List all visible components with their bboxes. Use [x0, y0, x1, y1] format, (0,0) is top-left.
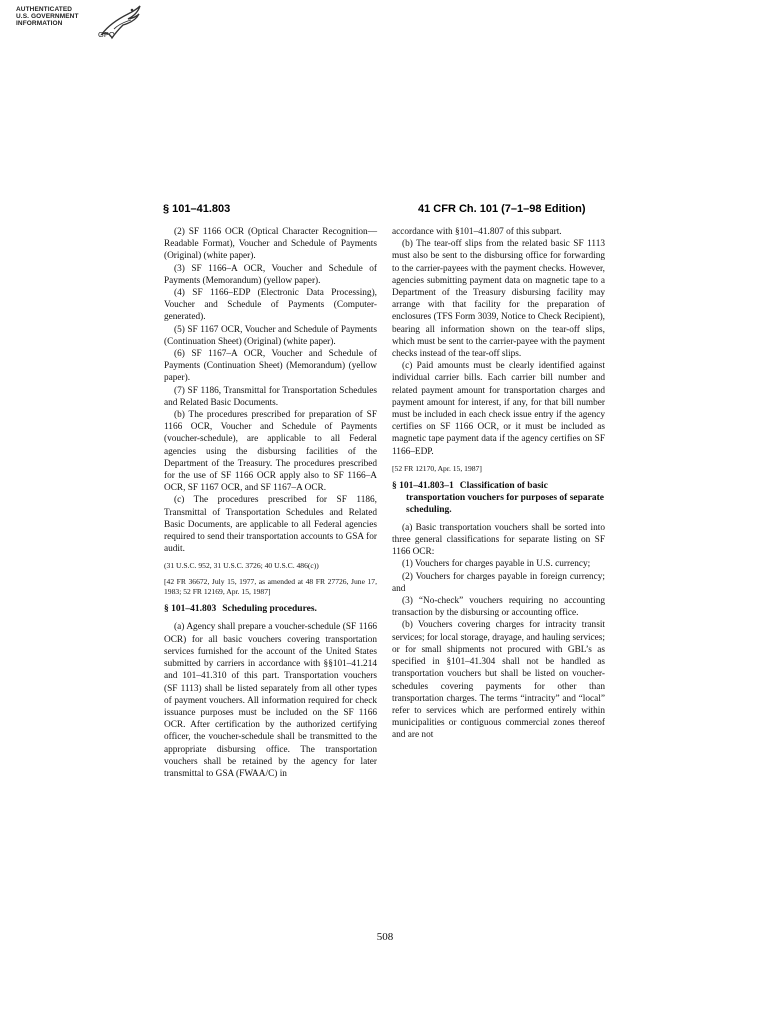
paragraph: (7) SF 1186, Transmittal for Transportation Schedules and Related Basic Documents.	[164, 385, 377, 408]
paragraph: (3) “No-check” vouchers requiring no accounting transaction by the disbursing or accounting office.	[392, 596, 605, 619]
logo-line-authenticated: AUTHENTICATED	[16, 6, 73, 13]
source-citation: [52 FR 12170, Apr. 15, 1987]	[392, 463, 482, 473]
gpo-authentication-logo	[14, 4, 144, 50]
paragraph: (1) Vouchers for charges payable in U.S. currency;	[402, 559, 591, 570]
paragraph: (2) Vouchers for charges payable in foreign currency; and	[392, 571, 605, 594]
source-citation: [42 FR 36672, July 15, 1977, as amended at 48 FR 27726, June 17, 1983; 52 FR 12169, Apr. 15, 1987]	[164, 577, 377, 597]
section-number: § 101–41.803–1	[392, 480, 454, 491]
left-column	[164, 226, 377, 780]
paragraph: accordance with §101–41.807 of this subpart.	[392, 227, 562, 237]
paragraph: (b) The procedures prescribed for preparation of SF 1166 OCR, Voucher and Schedule of Payments (voucher-schedule), are applicable to all Federal agencies using the disbursing facilities of the Department of the Treasury. The procedures prescribed for the use of SF 1166 OCR apply also to SF 1166–A OCR, SF 1167 OCR, and SF 1167–A OCR.	[164, 410, 377, 494]
section-heading	[392, 480, 605, 516]
paragraph: (c) Paid amounts must be clearly identified against individual carrier bills. Each carrier bill number and related payment amount for transportation charges and payment amount for interest, if any, for that bill number must be included in each check issue entry if the agency certifies on SF 1166 OCR, or it must be included as magnetic tape payment data if the agency certifies on SF 1166–EDP.	[392, 361, 605, 457]
paragraph: (a) Agency shall prepare a voucher-schedule (SF 1166 OCR) for all basic vouchers covering transportation services furnished for the account of the United States submitted by carriers in accordance with §§101–41.214 and 101–41.310 of this part. Transportation vouchers (SF 1113) shall be listed separately from all other types of payment vouchers. All information required for check issuance purposes must be included on the SF 1166 OCR. After certification by the authorized certifying officer, the voucher-schedule shall be transmitted to the appropriate disbursing office. The transportation vouchers shall be retained by the agency for later transmittal to GSA (FWAA/C) in	[164, 622, 377, 779]
paragraph: (b) The tear-off slips from the related basic SF 1113 must also be sent to the disbursing office for forwarding to the carrier-payees with the payment checks. However, agencies submitting payment data on magnetic tape to a Department of the Treasury disbursing facility may arrange with that facility for the preparation of enclosures (TFS Form 3039, Notice to Check Recipient), bearing all information shown on the tear-off slips, which must be sent to the carrier-payee with the payment checks instead of the tear-off slips.	[392, 239, 605, 360]
paragraph: (5) SF 1167 OCR, Voucher and Schedule of Payments (Continuation Sheet) (Original) (white paper).	[164, 324, 377, 347]
page-number: 508	[376, 931, 394, 943]
paragraph: (2) SF 1166 OCR (Optical Character Recognition—Readable Format), Voucher and Schedule of Payments (Original) (white paper).	[164, 227, 377, 262]
paragraph: (6) SF 1167–A OCR, Voucher and Schedule of Payments (Continuation Sheet) (Memorandum) (yellow paper).	[164, 349, 377, 384]
paragraph: (b) Vouchers covering charges for intracity transit services; for local storage, drayage, and hauling services; or for small shipments not procured with GBL’s as specified in §101–41.304 shall not be handled as transportation vouchers but shall be listed on voucher-schedules covering payments for other than transportation charges. The terms “intracity” and “local” refer to services which are performed entirely within municipalities or contiguous commercial zones thereof and are not	[392, 620, 605, 741]
logo-line-government: U.S. GOVERNMENT	[16, 13, 79, 20]
running-header-section: § 101–41.803	[163, 203, 231, 215]
eagle-icon	[94, 4, 142, 44]
section-heading	[164, 603, 377, 615]
running-header-title: 41 CFR Ch. 101 (7–1–98 Edition)	[418, 203, 586, 215]
paragraph: (3) SF 1166–A OCR, Voucher and Schedule of Payments (Memorandum) (yellow paper).	[164, 263, 377, 286]
authority-citation: (31 U.S.C. 952, 31 U.S.C. 3726; 40 U.S.C. 486(c))	[164, 561, 319, 571]
section-title: Scheduling procedures.	[222, 604, 317, 615]
paragraph: (a) Basic transportation vouchers shall be sorted into three general classifications for separate listing on SF 1166 OCR:	[392, 522, 605, 558]
logo-line-information: INFORMATION	[16, 20, 63, 27]
paragraph: (c) The procedures prescribed for SF 1186, Transmittal of Transportation Schedules and Related Basic Documents, are applicable to all Federal agencies required to send their transportation accounts to GSA for audit.	[164, 495, 377, 555]
right-column	[392, 226, 605, 742]
section-title: Classification of basic transportation vouchers for purposes of separate scheduling.	[406, 480, 604, 515]
section-number: § 101–41.803	[164, 604, 217, 615]
logo-gpo-mark: GPO	[98, 30, 115, 39]
paragraph: (4) SF 1166–EDP (Electronic Data Processing), Voucher and Schedule of Payments (Computer-generated).	[164, 288, 377, 323]
